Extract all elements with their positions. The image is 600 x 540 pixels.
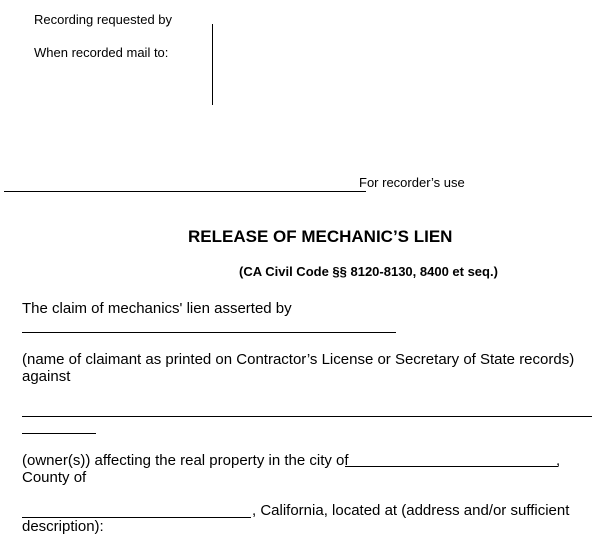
document-title: RELEASE OF MECHANIC’S LIEN [188, 227, 453, 246]
when-recorded-mail-to-label: When recorded mail to: [34, 45, 169, 60]
owner-blank-line1[interactable] [22, 416, 592, 417]
claimant-note-line2: against [22, 368, 71, 385]
california-location-text: , California, located at (address and/or sufficient [252, 502, 570, 519]
city-blank[interactable] [345, 466, 558, 467]
document-subtitle: (CA Civil Code §§ 8120-8130, 8400 et seq.) [239, 264, 498, 279]
owner-city-text: (owner(s)) affecting the real property in the city of [22, 452, 349, 469]
county-label: County of [22, 469, 87, 486]
recording-divider [212, 24, 213, 105]
recorders-use-label: For recorder’s use [359, 175, 465, 190]
claimant-blank[interactable] [22, 332, 396, 333]
city-comma: , [556, 452, 561, 469]
claim-intro-text: The claim of mechanics' lien asserted by [22, 300, 292, 317]
description-label: description): [22, 518, 104, 535]
recorder-line [4, 191, 366, 192]
owner-blank-line2[interactable] [22, 433, 96, 434]
recording-requested-by-label: Recording requested by [34, 12, 173, 27]
claimant-note-line1: (name of claimant as printed on Contractor’s License or Secretary of State records) [22, 351, 575, 368]
